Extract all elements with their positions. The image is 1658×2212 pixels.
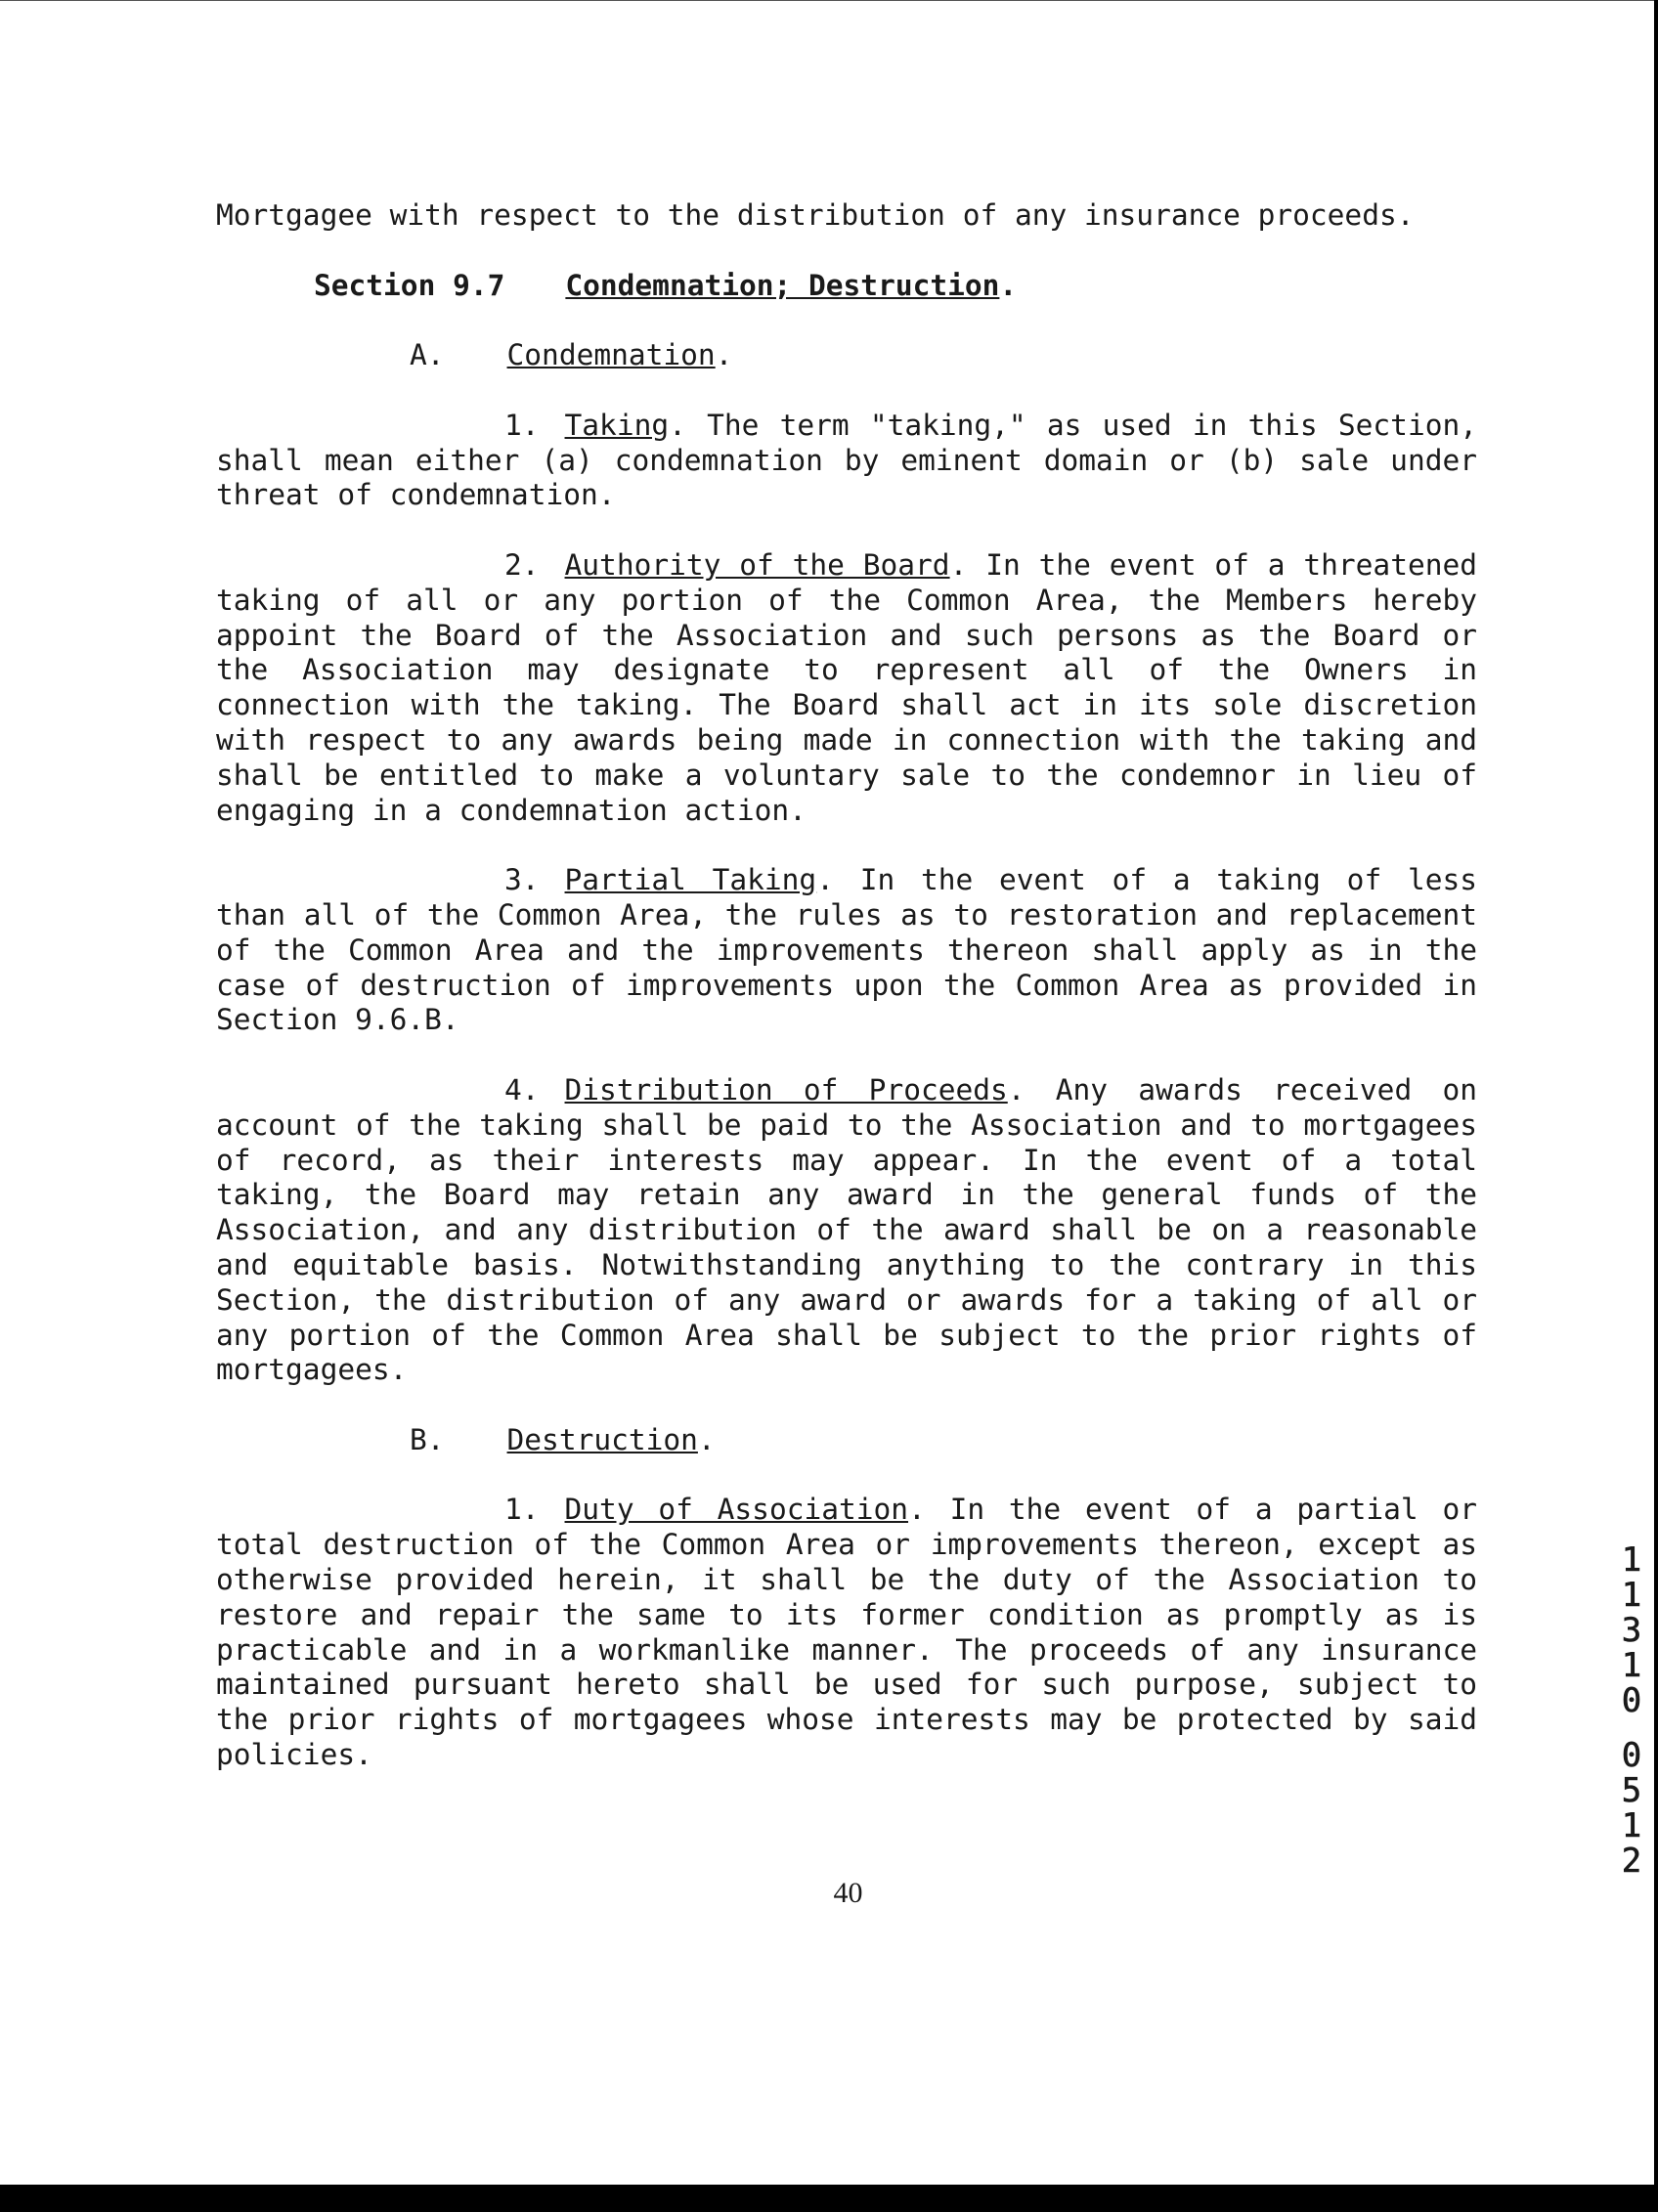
- bates-digit: 2: [1621, 1842, 1642, 1881]
- subsection-a-heading: [216, 338, 1477, 373]
- paragraph-text: . In the event of a partial or total destruction of the Common Area or improvements thereon, except as otherwise provided herein, it shall be the duty of the Association to restore and repair the same to its former condition as promptly as is practicable and in a workmanlike manner. The proceeds of any insurance maintained pursuant hereto shall be used for such purpose, subject to the prior rights of mortgagees whose interests may be protected by said policies.: [216, 1493, 1477, 1772]
- section-number: Section 9.7: [314, 268, 505, 302]
- section-title: Condemnation; Destruction: [565, 268, 1000, 302]
- subsection-b-suffix: .: [697, 1422, 716, 1456]
- subsection-b-letter: B.: [410, 1422, 445, 1456]
- bates-digit: 1: [1621, 1540, 1642, 1580]
- bates-digit: 5: [1621, 1771, 1642, 1810]
- bates-digit: 0: [1621, 1736, 1642, 1775]
- scan-edge-bottom: [0, 2185, 1658, 2212]
- bates-digit: 1: [1621, 1806, 1642, 1845]
- bates-digit: 1: [1621, 1646, 1642, 1685]
- subsection-a-letter: A.: [410, 338, 445, 372]
- continuation-paragraph: Mortgagee with respect to the distribution of any insurance proceeds.: [216, 198, 1415, 232]
- paragraph-heading: Authority of the Board: [564, 547, 950, 582]
- bates-gap: [1614, 1718, 1649, 1738]
- section-heading: [216, 269, 1477, 304]
- scan-edge-right: [1654, 0, 1658, 2212]
- paragraph-number: 1.: [504, 1493, 540, 1527]
- bates-digit: 3: [1621, 1611, 1642, 1650]
- page-number: 40: [833, 1877, 863, 1909]
- paragraph-text: . In the event of a threatened taking of all or any portion of the Common Area, the Members hereby appoint the Board of the Association and such persons as the Board or the Association may designate to represent all of the Owners in connection with the taking. The Board shall act in its sole discretion with respect to any awards being made in connection with the taking and shall be entitled to make a voluntary sale to the condemnor in lieu of engaging in a condemnation action.: [216, 547, 1477, 827]
- paragraph-number: 3.: [504, 863, 540, 897]
- paragraph-number: 4.: [504, 1072, 540, 1106]
- paragraph-a2-authority: [216, 548, 1477, 828]
- section-title-suffix: .: [999, 268, 1018, 302]
- paragraph-text: . Any awards received on account of the taking shall be paid to the Association and to mortgagees of record, as their interests may appear. In the event of a total taking, the Board may retain any award in the general funds of the Association, and any distribution of the award shall be on a reasonable and equitable basis. Notwithstanding anything to the contrary in this Section, the distribution of any award or awards for a taking of all or any portion of the Common Area shall be subject to the prior rights of mortgagees.: [216, 1072, 1477, 1387]
- paragraph-a3-partial-taking: [216, 863, 1477, 1038]
- paragraph-heading: Distribution of Proceeds: [564, 1072, 1008, 1106]
- bates-number: [1614, 1542, 1649, 1879]
- bates-digit: 0: [1621, 1681, 1642, 1720]
- paragraph-number: 2.: [504, 547, 540, 582]
- paragraph-heading: Taking: [564, 408, 670, 442]
- paragraph-heading: Duty of Association: [564, 1493, 909, 1527]
- subsection-a-suffix: .: [715, 338, 733, 372]
- paragraph-a4-distribution: [216, 1073, 1477, 1388]
- subsection-b-label: Destruction: [506, 1422, 698, 1456]
- subsection-a-label: Condemnation: [506, 338, 716, 372]
- paragraph-heading: Partial Taking: [564, 863, 817, 897]
- subsection-b-heading: [216, 1423, 1477, 1458]
- paragraph-number: 1.: [504, 408, 540, 442]
- bates-digit: 1: [1621, 1576, 1642, 1615]
- paragraph-b1-duty: [216, 1493, 1477, 1772]
- document-body: [216, 198, 1477, 1808]
- paragraph-text: . In the event of a taking of less than all of the Common Area, the rules as to restoration and replacement of the Common Area and the improvements thereon shall apply as in the case of destruction of improvements upon the Common Area as provided in Section 9.6.B.: [216, 863, 1478, 1037]
- paragraph-a1-taking: [216, 409, 1477, 513]
- paragraph-text: . The term "taking," as used in this Section, shall mean either (a) condemnation by eminent domain or (b) sale under threat of condemnation.: [216, 408, 1477, 512]
- scan-top-rule: [0, 0, 1658, 1]
